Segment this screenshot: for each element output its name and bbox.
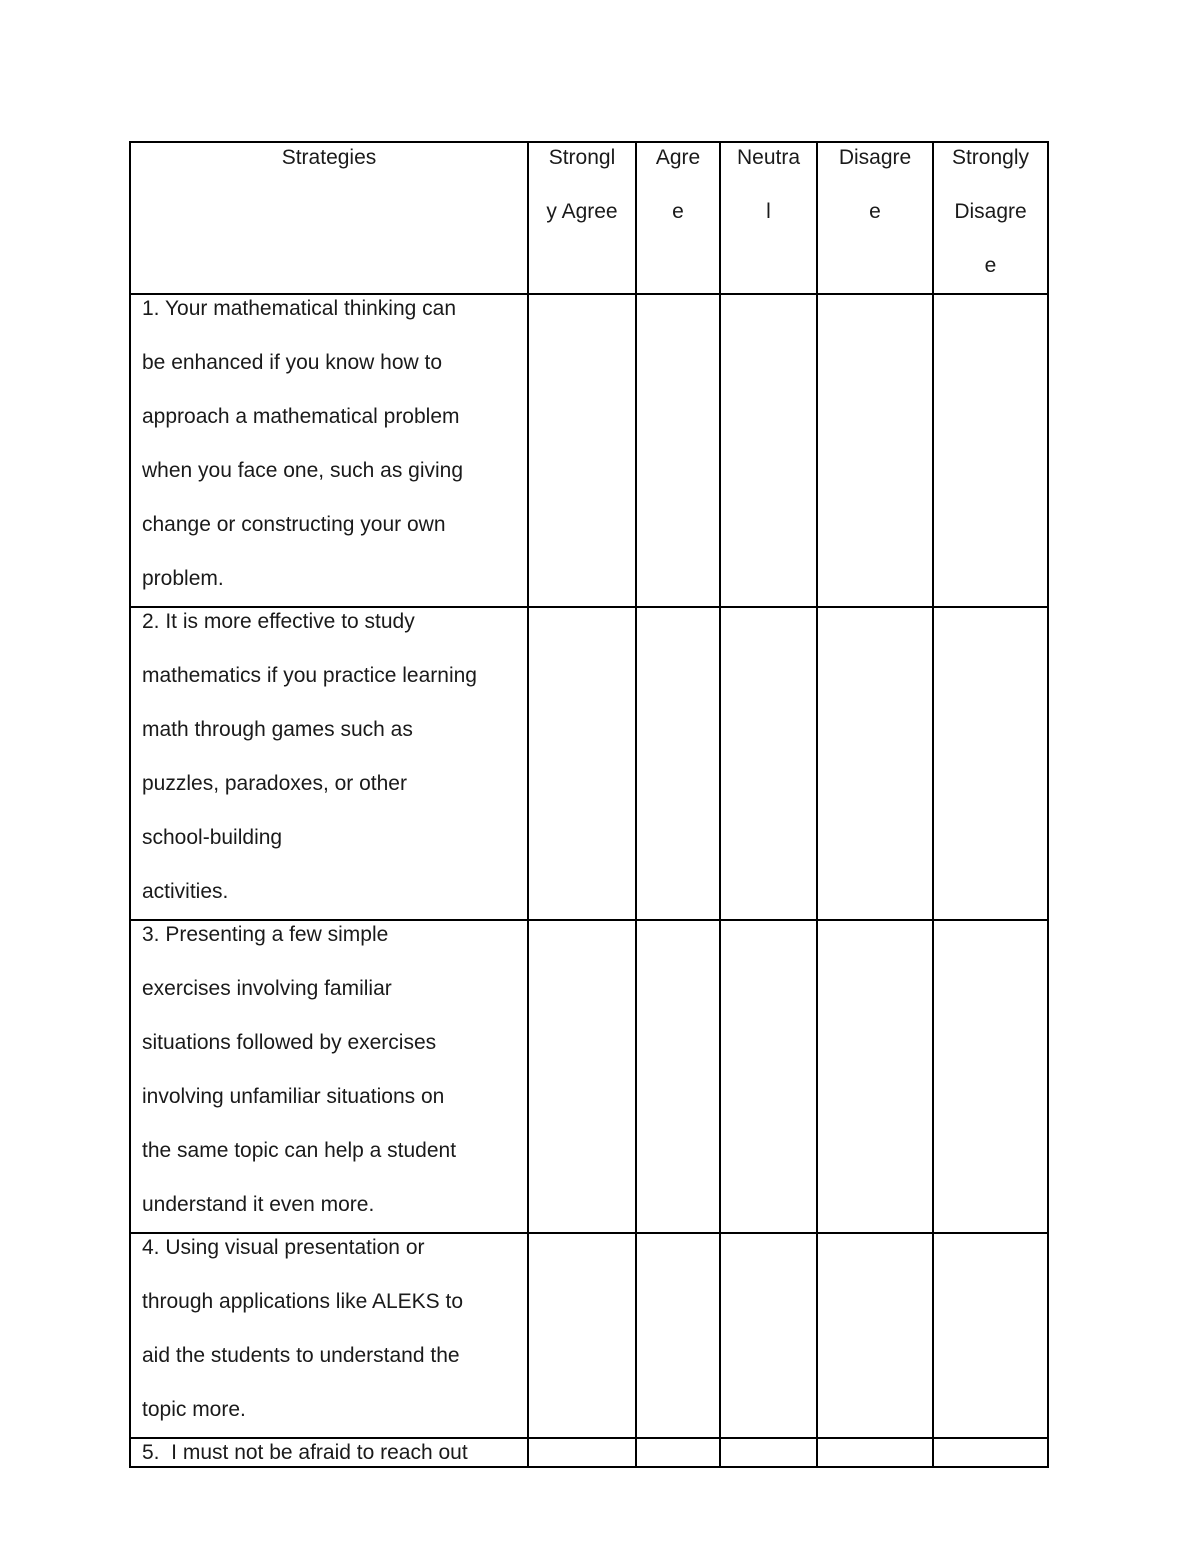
response-cell-agree[interactable] (636, 1233, 720, 1438)
statement-line: puzzles, paradoxes, or other (142, 772, 407, 795)
statement-line: when you face one, such as giving (142, 459, 464, 482)
statement-text (131, 1439, 527, 1466)
header-line: Strongly (951, 146, 1030, 169)
header-strongly-agree (528, 142, 636, 294)
header-strongly-agree-label (529, 131, 635, 239)
header-disagree-label (818, 131, 932, 239)
survey-table (129, 141, 1049, 1468)
response-cell-agree[interactable] (636, 1438, 720, 1467)
statement-line: understand it even more. (142, 1193, 375, 1216)
response-cell-strongly-disagree[interactable] (933, 1438, 1048, 1467)
header-row (130, 142, 1048, 294)
header-line: y Agree (546, 200, 618, 223)
header-line: e (672, 200, 684, 223)
response-cell-agree[interactable] (636, 920, 720, 1233)
response-cell-strongly-agree[interactable] (528, 294, 636, 607)
statement-line: mathematics if you practice learning (142, 664, 477, 687)
statement-cell (130, 607, 528, 920)
header-strongly-disagree-label (934, 131, 1047, 293)
statement-line: through applications like ALEKS to (142, 1290, 464, 1313)
header-line: Strongl (548, 146, 616, 169)
table-row (130, 1438, 1048, 1467)
response-cell-strongly-disagree[interactable] (933, 607, 1048, 920)
header-neutral (720, 142, 817, 294)
statement-line: problem. (142, 567, 224, 590)
statement-text (131, 595, 527, 919)
response-cell-neutral[interactable] (720, 294, 817, 607)
header-agree (636, 142, 720, 294)
statement-line: math through games such as (142, 718, 413, 741)
table-row (130, 607, 1048, 920)
statement-line: 4. Using visual presentation or (142, 1236, 425, 1259)
response-cell-strongly-disagree[interactable] (933, 920, 1048, 1233)
header-strategies (130, 142, 528, 294)
statement-line: situations followed by exercises (142, 1031, 437, 1054)
statement-line: 3. Presenting a few simple (142, 923, 389, 946)
header-disagree (817, 142, 933, 294)
response-cell-disagree[interactable] (817, 1438, 933, 1467)
statement-text (131, 1221, 527, 1437)
header-line: Agre (655, 146, 701, 169)
response-cell-agree[interactable] (636, 607, 720, 920)
statement-line: be enhanced if you know how to (142, 351, 443, 374)
response-cell-strongly-agree[interactable] (528, 1438, 636, 1467)
statement-cell (130, 1233, 528, 1438)
header-strategies-label: Strategies (281, 146, 377, 169)
statement-cell (130, 1438, 528, 1467)
response-cell-strongly-agree[interactable] (528, 1233, 636, 1438)
statement-line: 5. I must not be afraid to reach out (142, 1441, 468, 1464)
statement-line: the same topic can help a student (142, 1139, 457, 1162)
header-line: e (984, 254, 997, 277)
statement-text (131, 908, 527, 1232)
statement-line: school-building (142, 826, 283, 849)
header-line: l (766, 200, 771, 223)
statement-line: topic more. (142, 1398, 246, 1421)
response-cell-neutral[interactable] (720, 1438, 817, 1467)
statement-line: aid the students to understand the (142, 1344, 460, 1367)
statement-line: activities. (142, 880, 229, 903)
statement-cell (130, 294, 528, 607)
statement-line: exercises involving familiar (142, 977, 392, 1000)
table-row (130, 1233, 1048, 1438)
table-row (130, 920, 1048, 1233)
response-cell-strongly-agree[interactable] (528, 607, 636, 920)
header-strongly-disagree (933, 142, 1048, 294)
response-cell-neutral[interactable] (720, 920, 817, 1233)
response-cell-disagree[interactable] (817, 294, 933, 607)
response-cell-neutral[interactable] (720, 607, 817, 920)
response-cell-agree[interactable] (636, 294, 720, 607)
statement-line: 2. It is more effective to study (142, 610, 415, 633)
table-row (130, 294, 1048, 607)
header-agree-label (637, 131, 719, 239)
header-line: Neutra (736, 146, 801, 169)
response-cell-disagree[interactable] (817, 920, 933, 1233)
response-cell-strongly-agree[interactable] (528, 920, 636, 1233)
statement-line: approach a mathematical problem (142, 405, 460, 428)
statement-line: involving unfamiliar situations on (142, 1085, 445, 1108)
response-cell-neutral[interactable] (720, 1233, 817, 1438)
header-line: Disagre (838, 146, 912, 169)
response-cell-strongly-disagree[interactable] (933, 1233, 1048, 1438)
header-line: e (869, 200, 881, 223)
response-cell-disagree[interactable] (817, 607, 933, 920)
header-line: Disagre (954, 200, 1027, 223)
statement-line: 1. Your mathematical thinking can (142, 297, 457, 320)
response-cell-disagree[interactable] (817, 1233, 933, 1438)
statement-cell (130, 920, 528, 1233)
statement-text (131, 282, 527, 606)
response-cell-strongly-disagree[interactable] (933, 294, 1048, 607)
statement-line: change or constructing your own (142, 513, 446, 536)
header-neutral-label (721, 131, 816, 239)
